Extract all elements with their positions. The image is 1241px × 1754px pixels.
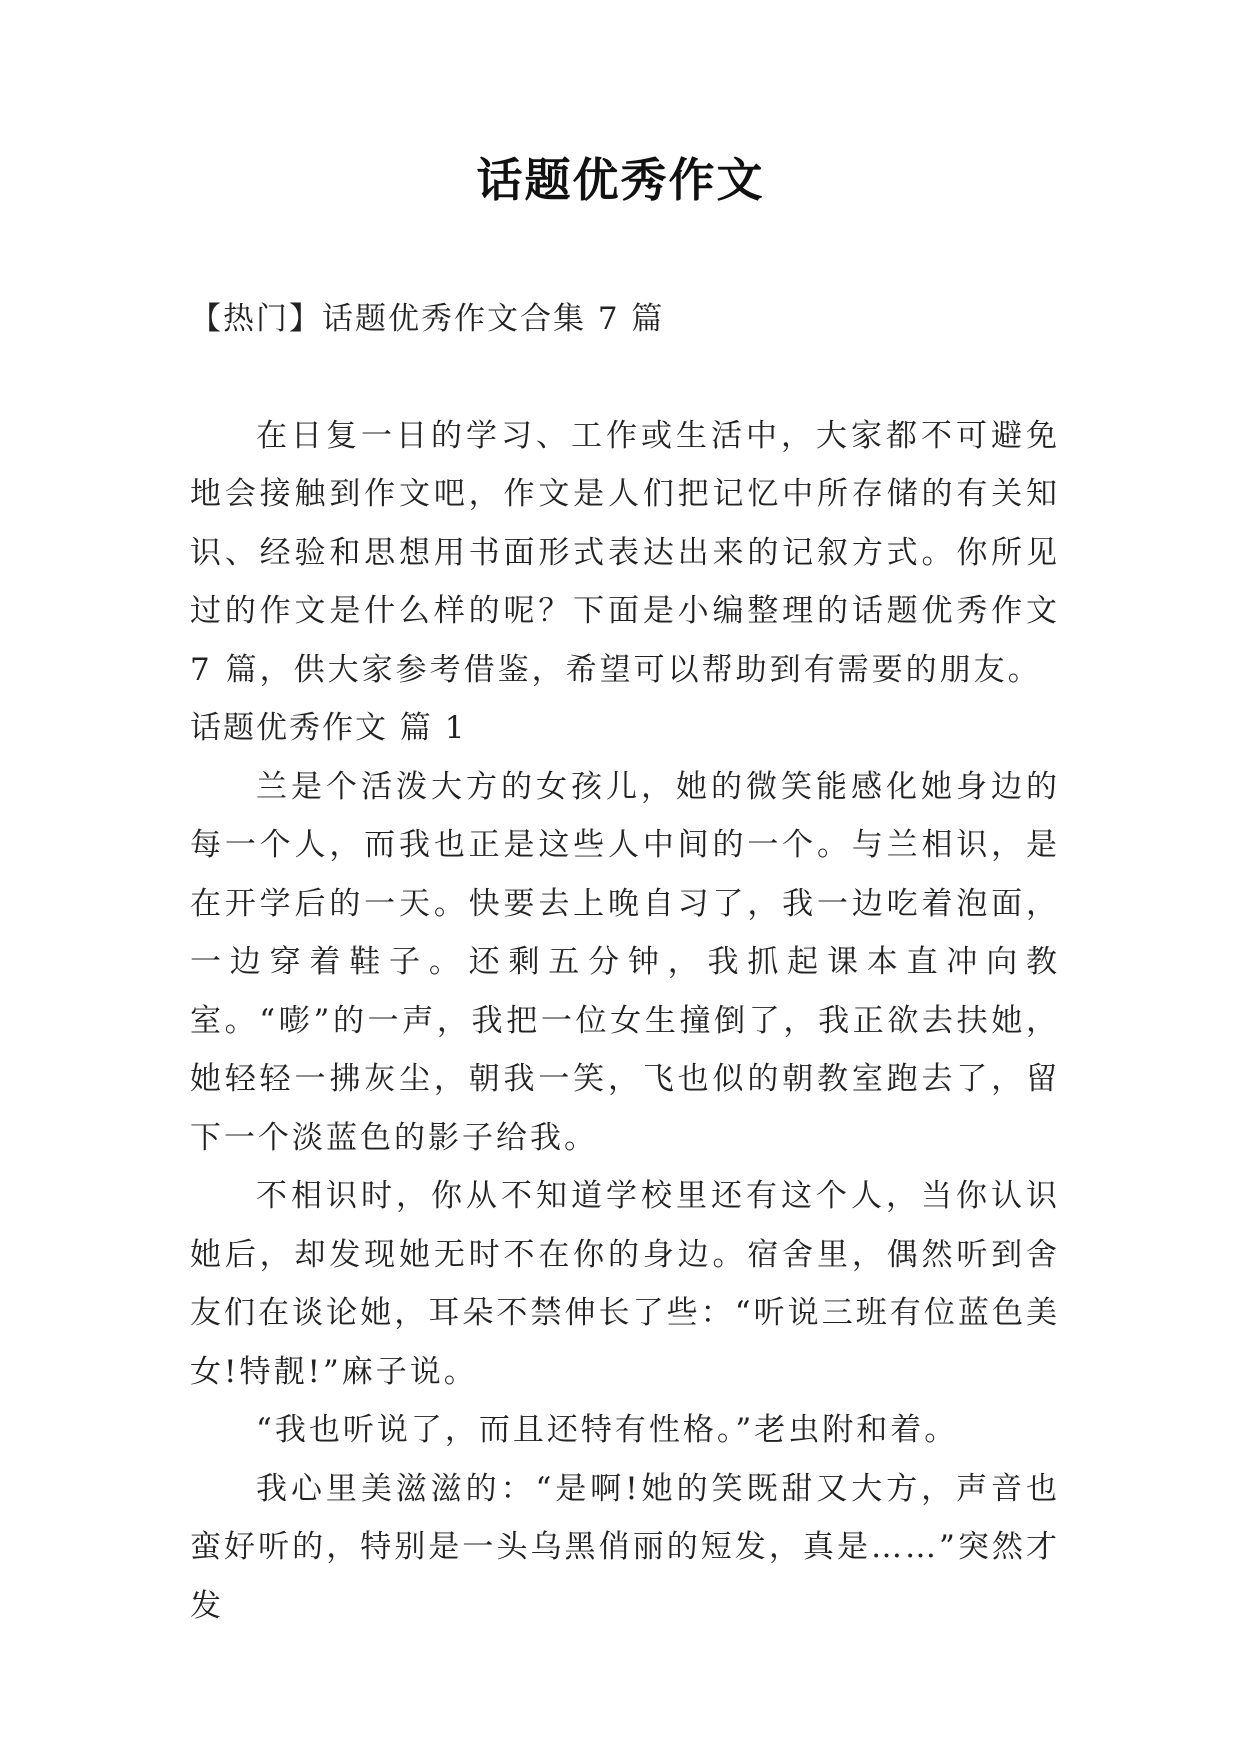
document-subtitle: 【热门】话题优秀作文合集 7 篇 <box>190 301 665 337</box>
section-heading: 话题优秀作文 篇 1 <box>190 710 467 746</box>
body-paragraph-1: 兰是个活泼大方的女孩儿，她的微笑能感化她身边的每一个人，而我也正是这些人中间的一个。与兰相识，是在开学后的一天。快要去上晚自习了，我一边吃着泡面，一边穿着鞋子。还剩五分钟，我抓起课本直冲向教室。“嘭”的一声，我把一位女生撞倒了，我正欲去扶她，她轻轻一拂灰尘，朝我一笑，飞也似的朝教室跑去了，留下一个淡蓝色的影子给我。 <box>190 768 1060 1156</box>
document-body <box>190 290 1060 1635</box>
body-paragraph-2: 不相识时，你从不知道学校里还有这个人，当你认识她后，却发现她无时不在你的身边。宿舍里，偶然听到舍友们在谈论她，耳朵不禁伸长了些：“听说三班有位蓝色美女!特靓!”麻子说。 <box>190 1178 1060 1390</box>
document-title: 话题优秀作文 <box>476 153 765 207</box>
body-paragraph-3: “我也听说了，而且还特有性格。”老虫附和着。 <box>256 1412 959 1448</box>
body-paragraph-4: 我心里美滋滋的：“是啊!她的笑既甜又大方，声音也蛮好听的，特别是一头乌黑俏丽的短发，真是……”突然才发 <box>190 1470 1060 1624</box>
intro-paragraph: 在日复一日的学习、工作或生活中，大家都不可避免地会接触到作文吧，作文是人们把记忆中所存储的有关知识、经验和思想用书面形式表达出来的记叙方式。你所见过的作文是什么样的呢？下面是小编整理的话题优秀作文 7 篇，供大家参考借鉴，希望可以帮助到有需要的朋友。 <box>190 417 1060 688</box>
